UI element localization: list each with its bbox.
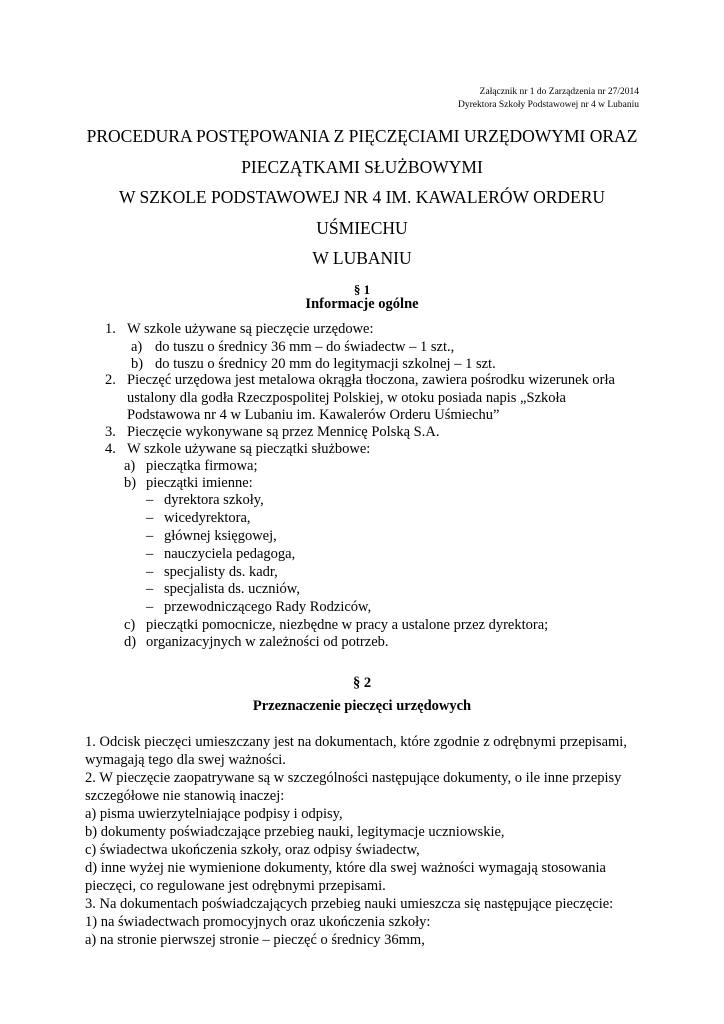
dash-bullet: – (146, 581, 154, 597)
title-line: PIECZĄTKAMI SŁUŻBOWYMI (241, 156, 483, 177)
title-line: UŚMIECHU (316, 217, 408, 238)
attachment-note-line-2: Dyrektora Szkoły Podstawowej nr 4 w Lubaniu (458, 100, 639, 110)
section-1-heading: Informacje ogólne (305, 296, 419, 312)
dash-bullet: – (146, 510, 154, 526)
paragraph-line: b) dokumenty poświadczające przebieg nauki, legitymacje uczniowskie, (85, 824, 505, 840)
list-item-continuation: ustalony dla godła Rzeczpospolitej Polskiej, w otoku posiada napis „Szkoła (127, 390, 566, 406)
list-item: pieczątki pomocnicze, niezbędne w pracy a ustalone przez dyrektora; (146, 617, 549, 633)
title-line: W SZKOLE PODSTAWOWEJ NR 4 IM. KAWALERÓW ORDERU (118, 187, 606, 207)
list-letter: a) (124, 458, 136, 474)
dash-bullet: – (146, 528, 154, 544)
list-item: W szkole używane są pieczątki służbowe: (127, 441, 371, 457)
dash-bullet: – (146, 546, 154, 562)
list-item: Pieczęć urzędowa jest metalowa okrągła tłoczona, zawiera pośrodku wizerunek orła (127, 372, 615, 388)
paragraph-line: 2. W pieczęcie zaopatrywane są w szczególności następujące dokumenty, o ile inne przepisy (85, 770, 622, 786)
paragraph-line: szczegółowe nie stanowią inaczej: (85, 788, 285, 804)
list-number: 4. (105, 441, 116, 457)
dash-bullet: – (146, 599, 154, 615)
list-item: głównej księgowej, (164, 528, 277, 544)
paragraph-line: a) pisma uwierzytelniające podpisy i odpisy, (85, 806, 343, 822)
title-line: W LUBANIU (312, 248, 412, 268)
list-number: 1. (105, 321, 116, 337)
paragraph-line: d) inne wyżej nie wymienione dokumenty, które dla swej ważności wymagają stosowania (85, 860, 606, 876)
list-item: pieczątka firmowa; (146, 458, 258, 474)
paragraph-line: 3. Na dokumentach poświadczających przebieg nauki umieszcza się następujące pieczęcie: (85, 896, 614, 912)
list-item: nauczyciela pedagoga, (164, 546, 296, 562)
title-line: PROCEDURA POSTĘPOWANIA Z PIĘCZĘCIAMI URZĘDOWYMI ORAZ (86, 126, 638, 146)
list-letter: c) (124, 617, 136, 633)
dash-bullet: – (146, 564, 154, 580)
list-letter: d) (124, 634, 137, 650)
list-letter: b) (131, 356, 144, 372)
paragraph-line: c) świadectwa ukończenia szkoły, oraz odpisy świadectw, (85, 842, 420, 858)
paragraph-line: 1) na świadectwach promocyjnych oraz ukończenia szkoły: (85, 914, 431, 930)
list-item-continuation: Podstawowa nr 4 w Lubaniu im. Kawalerów Orderu Uśmiechu” (127, 407, 500, 423)
paragraph-line: a) na stronie pierwszej stronie – pieczęć o średnicy 36mm, (85, 932, 425, 948)
list-item: dyrektora szkoły, (164, 492, 264, 508)
dash-bullet: – (146, 492, 154, 508)
paragraph-line: 1. Odcisk pieczęci umieszczany jest na dokumentach, które zgodnie z odrębnymi przepisami, (85, 734, 627, 750)
paragraph-line: pieczęci, co regulowane jest odrębnymi przepisami. (85, 878, 386, 894)
list-item: Pieczęcie wykonywane są przez Mennicę Polską S.A. (127, 424, 440, 440)
list-item: organizacyjnych w zależności od potrzeb. (146, 634, 389, 650)
list-item: pieczątki imienne: (146, 475, 253, 491)
list-number: 3. (105, 424, 116, 440)
list-item: przewodniczącego Rady Rodziców, (164, 599, 372, 615)
list-item: W szkole używane są pieczęcie urzędowe: (127, 321, 374, 337)
list-number: 2. (105, 372, 116, 388)
paragraph-line: wymagają tego dla swej ważności. (85, 752, 286, 768)
list-item: specjalista ds. uczniów, (164, 581, 300, 597)
list-letter: b) (124, 475, 137, 491)
section-1-symbol: § 1 (353, 282, 371, 297)
attachment-note-line-1: Załącznik nr 1 do Zarządzenia nr 27/2014 (479, 87, 639, 97)
section-2-body (85, 733, 645, 949)
list-letter: a) (131, 339, 143, 355)
section-2-symbol: § 2 (352, 675, 372, 691)
list-item: do tuszu o średnicy 20 mm do legitymacji szkolnej – 1 szt. (155, 356, 496, 372)
list-item: do tuszu o średnicy 36 mm – do świadectw – 1 szt., (155, 339, 455, 355)
list-item: specjalisty ds. kadr, (164, 564, 278, 580)
list-item: wicedyrektora, (164, 510, 251, 526)
document-title (60, 121, 664, 274)
section-2-heading: Przeznaczenie pieczęci urzędowych (252, 698, 472, 714)
attachment-note (458, 86, 639, 112)
